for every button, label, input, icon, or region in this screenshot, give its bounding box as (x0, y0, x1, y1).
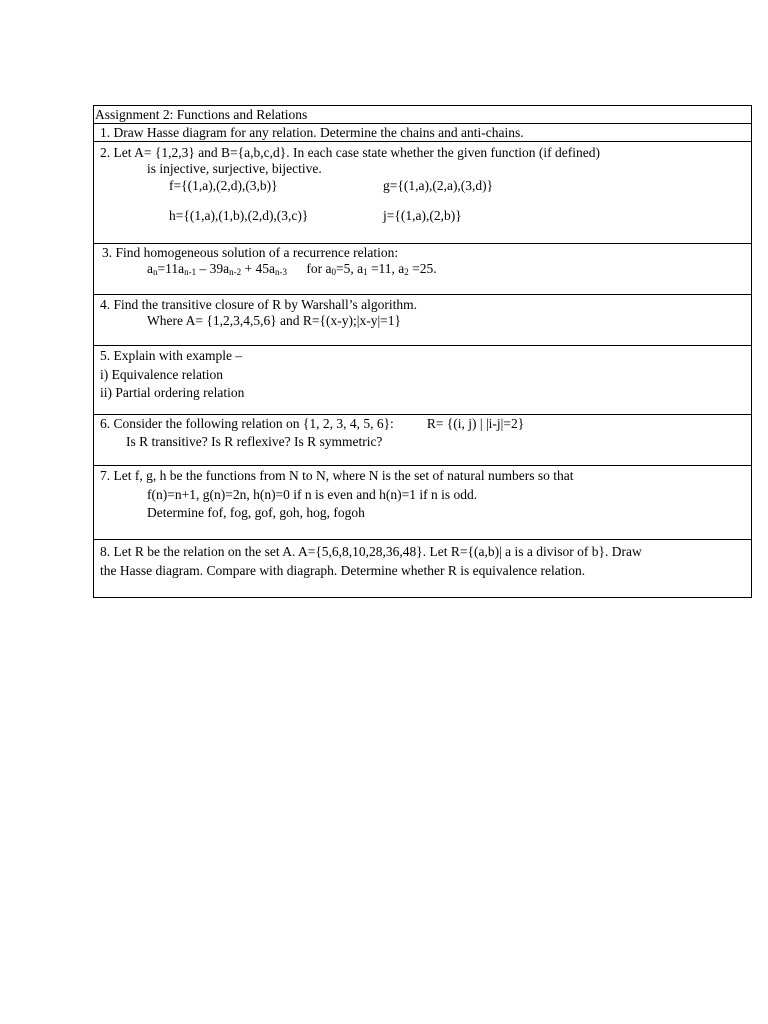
question-6-text: 6. Consider the following relation on {1, 2, 3, 4, 5, 6}: R= {(i, j) | |i-j|=2} (100, 416, 525, 431)
question-4-text: 4. Find the transitive closure of R by Warshall’s algorithm. (100, 297, 417, 312)
function-f: f={(1,a),(2,d),(3,b)} (169, 178, 278, 193)
question-7-subtext: Determine fof, fog, gof, goh, hog, fogoh (147, 505, 365, 520)
assignment-table (93, 105, 752, 598)
question-6-row (94, 415, 751, 466)
question-2-subtext: is injective, surjective, bijective. (147, 161, 322, 176)
question-2-row (94, 142, 751, 244)
question-6-subtext: Is R transitive? Is R reflexive? Is R symmetric? (126, 434, 383, 449)
question-7-text: 7. Let f, g, h be the functions from N to N, where N is the set of natural numbers so that (100, 468, 574, 483)
question-5-item-ii: ii) Partial ordering relation (100, 385, 245, 400)
question-5-text: 5. Explain with example – (100, 348, 243, 363)
question-7-functions: f(n)=n+1, g(n)=2n, h(n)=0 if n is even and h(n)=1 if n is odd. (147, 487, 478, 502)
question-3-text: 3. Find homogeneous solution of a recurrence relation: (102, 245, 399, 260)
question-7-row (94, 466, 751, 540)
question-8-text: 8. Let R be the relation on the set A. A={5,6,8,10,28,36,48}. Let R={(a,b)| a is a divisor of b}. Draw (100, 544, 642, 559)
question-2-functions-fg (100, 178, 751, 194)
function-j: j={(1,a),(2,b)} (383, 208, 462, 223)
question-3-row (94, 244, 751, 295)
assignment-title: Assignment 2: Functions and Relations (95, 107, 308, 122)
question-2-text: 2. Let A= {1,2,3} and B={a,b,c,d}. In each case state whether the given function (if defined) (100, 145, 600, 160)
question-4-subtext: Where A= {1,2,3,4,5,6} and R={(x-y);|x-y|=1} (147, 313, 401, 328)
question-1-text: 1. Draw Hasse diagram for any relation. Determine the chains and anti-chains. (100, 125, 524, 140)
title-row (94, 106, 751, 124)
function-g: g={(1,a),(2,a),(3,d)} (383, 178, 494, 193)
initial-conditions: for $a_0=5$, $a_1 =11$, $a_2 =25$. (306, 261, 437, 277)
question-4-row (94, 295, 751, 346)
question-5-row (94, 346, 751, 415)
question-5-item-i: i) Equivalence relation (100, 367, 223, 382)
relation-r: R= {(i, j) | |i-j|=2} (426, 416, 525, 431)
question-1-row (94, 124, 751, 142)
question-8-row (94, 540, 751, 597)
function-h: h={(1,a),(1,b),(2,d),(3,c)} (169, 208, 309, 223)
recurrence-equation: $a_n=11a_{n-1} - 39a_{n-2} + 45a_{n-3}$ for $a_0=5$, $a_1 =11$, $a_2 =25$. (147, 261, 437, 277)
question-2-functions-hj (100, 208, 751, 224)
question-8-subtext: the Hasse diagram. Compare with diagraph. Determine whether R is equivalence relation. (100, 563, 586, 578)
